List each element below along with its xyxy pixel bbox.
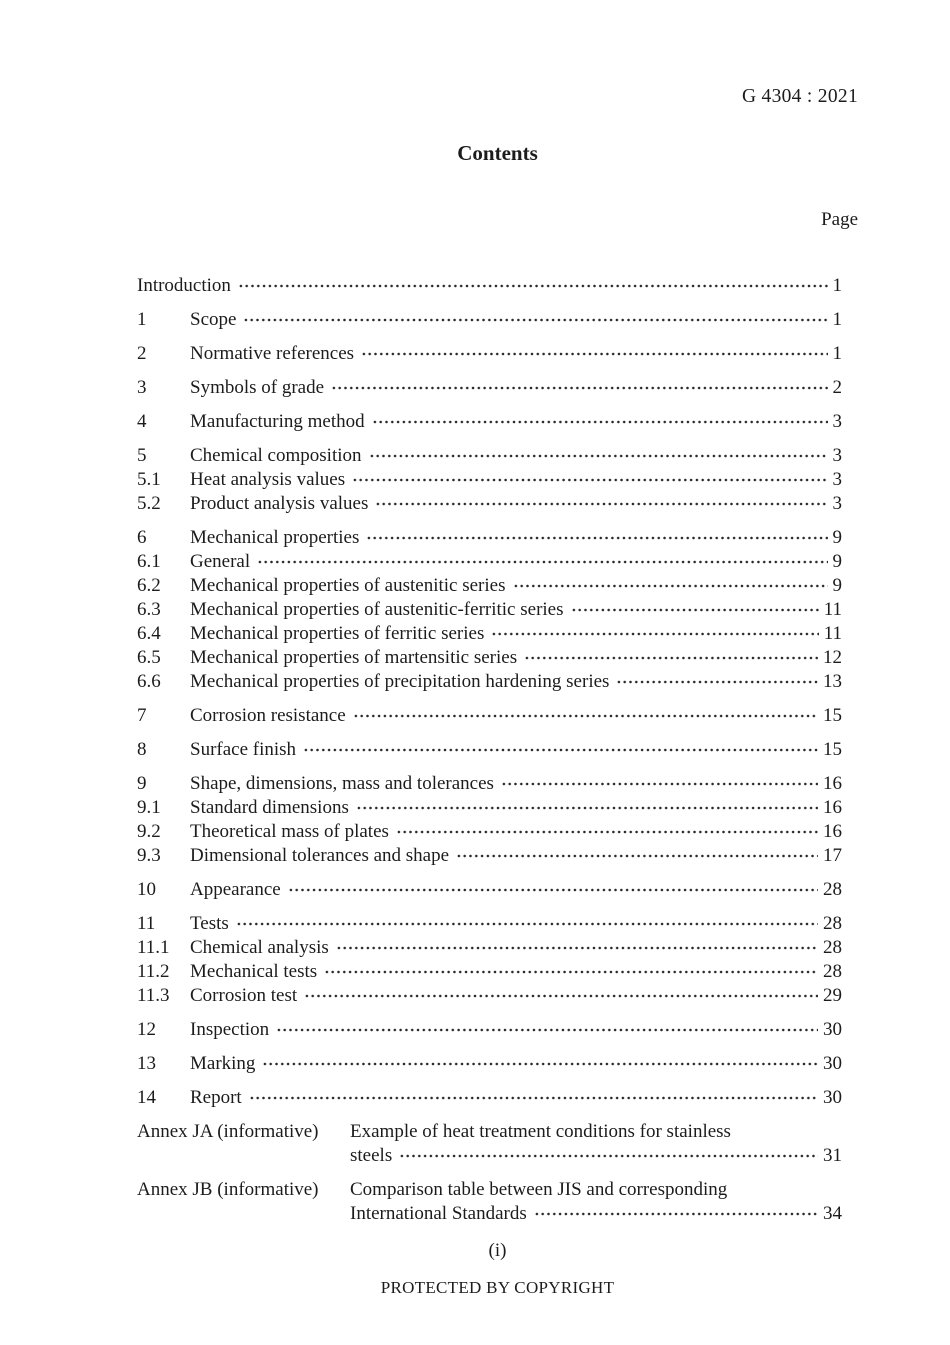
toc-entry-title: Tests (190, 913, 229, 934)
dotted-leader (303, 748, 818, 752)
dotted-leader (366, 536, 827, 540)
toc-entry-page: 16 (823, 821, 842, 842)
toc-entry-page: 16 (823, 797, 842, 818)
annex-label: Annex JA (informative) (137, 1121, 319, 1142)
dotted-leader (331, 386, 827, 390)
toc-entry-title: Shape, dimensions, mass and tolerances (190, 773, 494, 794)
toc-entry-page: 9 (832, 527, 842, 548)
toc-entry-title: Manufacturing method (190, 411, 365, 432)
toc-entry (137, 936, 858, 960)
toc-entry-page: 30 (823, 1019, 842, 1040)
annex-title-line1: Comparison table between JIS and corresponding (350, 1179, 728, 1200)
toc-entry-title: Scope (190, 309, 237, 330)
dotted-leader (616, 680, 818, 684)
annex-description (350, 1120, 842, 1168)
toc-entry-page: 30 (823, 1087, 842, 1108)
toc-entry-page: 31 (823, 1145, 842, 1166)
toc-entry-page: 1 (832, 275, 842, 296)
dotted-leader (238, 284, 828, 288)
toc-entry-title: Chemical analysis (190, 937, 329, 958)
toc-entry (137, 598, 858, 622)
toc-entry (137, 574, 858, 598)
toc-entry-page: 28 (823, 879, 842, 900)
toc-entry-title: Corrosion resistance (190, 705, 346, 726)
toc-entry-page: 3 (832, 469, 842, 490)
toc-entry (137, 526, 858, 550)
toc-entry-title: Symbols of grade (190, 377, 325, 398)
dotted-leader (243, 318, 827, 322)
dotted-leader (236, 922, 818, 926)
toc-entry-number: 13 (137, 1053, 156, 1074)
table-of-contents (137, 264, 858, 1226)
dotted-leader (356, 806, 818, 810)
toc-entry-number: 6.5 (137, 647, 161, 668)
toc-entry-page: 16 (823, 773, 842, 794)
dotted-leader (524, 656, 818, 660)
page-content (137, 0, 858, 1300)
dotted-leader (304, 994, 818, 998)
dotted-leader (361, 352, 827, 356)
toc-entry-page: 9 (832, 551, 842, 572)
annex-label: Annex JB (informative) (137, 1179, 319, 1200)
toc-entry (137, 844, 858, 868)
toc-entry-number: 9.3 (137, 845, 161, 866)
toc-entry (137, 622, 858, 646)
annex-description (350, 1178, 842, 1226)
toc-entry-number: 6.2 (137, 575, 161, 596)
toc-entry-number: 6 (137, 527, 147, 548)
toc-entry (137, 492, 858, 516)
toc-entry-title: Theoretical mass of plates (190, 821, 389, 842)
toc-entry (137, 308, 858, 332)
toc-entry-page: 3 (832, 445, 842, 466)
dotted-leader (276, 1028, 818, 1032)
toc-entry-title: Standard dimensions (190, 797, 349, 818)
annex-title-continuation: steels (350, 1145, 393, 1166)
toc-entry-page: 12 (823, 647, 842, 668)
dotted-leader (534, 1212, 818, 1216)
contents-title: Contents (457, 141, 538, 165)
toc-entry-page: 1 (832, 343, 842, 364)
toc-entry-number: 10 (137, 879, 156, 900)
toc-entry-page: 28 (823, 961, 842, 982)
page-number-folio: (i) (488, 1240, 507, 1261)
dotted-leader (262, 1062, 818, 1066)
dotted-leader (336, 946, 818, 950)
toc-entry-title: Normative references (190, 343, 355, 364)
toc-entry (137, 820, 858, 844)
toc-entry (137, 646, 858, 670)
toc-entry (137, 878, 858, 902)
toc-entry-number: 1 (137, 309, 147, 330)
toc-entry-page: 2 (832, 377, 842, 398)
toc-entry-page: 9 (832, 575, 842, 596)
toc-entry (137, 704, 858, 728)
dotted-leader (399, 1154, 818, 1158)
toc-entry (137, 960, 858, 984)
toc-entry-page: 3 (832, 411, 842, 432)
toc-entry-title: Mechanical properties of martensitic series (190, 647, 518, 668)
toc-entry-title: Mechanical properties (190, 527, 360, 548)
toc-entry (137, 550, 858, 574)
toc-entry (137, 1086, 858, 1110)
toc-entry (137, 1052, 858, 1076)
dotted-leader (288, 888, 818, 892)
toc-entry (137, 342, 858, 366)
toc-entry-title: Mechanical properties of austenitic-ferritic series (190, 599, 564, 620)
toc-entry-number: 14 (137, 1087, 156, 1108)
doc-number: G 4304 : 2021 (741, 86, 858, 107)
toc-entry (137, 1018, 858, 1042)
dotted-leader (375, 502, 827, 506)
annex-title-continuation: International Standards (350, 1203, 527, 1224)
toc-entry-page: 28 (823, 913, 842, 934)
toc-entry-number: 11.2 (137, 961, 170, 982)
toc-entry-number: 8 (137, 739, 147, 760)
toc-entry-title: Heat analysis values (190, 469, 346, 490)
toc-entry-title: Mechanical tests (190, 961, 318, 982)
toc-entry-number: 6.6 (137, 671, 161, 692)
toc-entry-number: 9.1 (137, 797, 161, 818)
toc-entry-page: 15 (823, 739, 842, 760)
toc-entry-number: 3 (137, 377, 147, 398)
toc-entry-page: 29 (823, 985, 842, 1006)
toc-entry (137, 444, 858, 468)
toc-entry-number: 2 (137, 343, 147, 364)
toc-entry-number: 6.3 (137, 599, 161, 620)
annex-title-line2 (350, 1144, 842, 1168)
toc-entry-page: 15 (823, 705, 842, 726)
toc-entry-page: 28 (823, 937, 842, 958)
dotted-leader (396, 830, 818, 834)
dotted-leader (353, 714, 818, 718)
copyright-notice: PROTECTED BY COPYRIGHT (380, 1278, 615, 1297)
toc-entry-title: General (190, 551, 251, 572)
dotted-leader (456, 854, 818, 858)
toc-entry-number: 11 (137, 913, 156, 934)
toc-entry (137, 410, 858, 434)
toc-entry-title: Chemical composition (190, 445, 362, 466)
dotted-leader (352, 478, 827, 482)
toc-entry-title: Surface finish (190, 739, 297, 760)
toc-entry-page: 3 (832, 493, 842, 514)
toc-entry-title: Mechanical properties of ferritic series (190, 623, 485, 644)
dotted-leader (249, 1096, 818, 1100)
toc-entry-number: 4 (137, 411, 147, 432)
toc-entry-title: Product analysis values (190, 493, 369, 514)
toc-entry-number: 11.1 (137, 937, 170, 958)
toc-entry-number: 9.2 (137, 821, 161, 842)
toc-entry-page: 11 (823, 599, 842, 620)
dotted-leader (491, 632, 818, 636)
toc-entry-page: 11 (823, 623, 842, 644)
dotted-leader (571, 608, 819, 612)
toc-entry-title: Dimensional tolerances and shape (190, 845, 450, 866)
dotted-leader (372, 420, 828, 424)
dotted-leader (324, 970, 818, 974)
toc-entry-title: Inspection (190, 1019, 270, 1040)
toc-entry-title: Mechanical properties of austenitic series (190, 575, 506, 596)
toc-entry-title: Marking (190, 1053, 256, 1074)
dotted-leader (369, 454, 828, 458)
toc-entry (137, 670, 858, 694)
toc-entry (137, 738, 858, 762)
toc-entry (137, 772, 858, 796)
toc-entry-title: Appearance (190, 879, 281, 900)
toc-entry-page: 17 (823, 845, 842, 866)
toc-entry-page: 13 (823, 671, 842, 692)
toc-entry (137, 376, 858, 400)
toc-entry (137, 468, 858, 492)
toc-entry-number: 12 (137, 1019, 156, 1040)
dotted-leader (501, 782, 818, 786)
toc-annex-entry (137, 1178, 858, 1226)
dotted-leader (513, 584, 828, 588)
toc-entry (137, 274, 858, 298)
page-column-header: Page (821, 209, 858, 230)
toc-entry-page: 1 (832, 309, 842, 330)
toc-entry-number: 5.1 (137, 469, 161, 490)
dotted-leader (257, 560, 827, 564)
toc-entry-page: 30 (823, 1053, 842, 1074)
toc-entry (137, 984, 858, 1008)
toc-entry-number: 7 (137, 705, 147, 726)
toc-entry-title: Introduction (137, 275, 231, 296)
toc-entry-title: Mechanical properties of precipitation hardening series (190, 671, 610, 692)
toc-entry-page: 34 (823, 1203, 842, 1224)
toc-entry-number: 5.2 (137, 493, 161, 514)
annex-title-line2 (350, 1202, 842, 1226)
toc-entry-title: Corrosion test (190, 985, 298, 1006)
toc-entry (137, 912, 858, 936)
toc-entry-number: 9 (137, 773, 147, 794)
toc-entry-number: 6.4 (137, 623, 161, 644)
toc-entry-number: 11.3 (137, 985, 170, 1006)
toc-entry-title: Report (190, 1087, 242, 1108)
toc-entry-number: 5 (137, 445, 147, 466)
toc-entry (137, 796, 858, 820)
toc-annex-entry (137, 1120, 858, 1168)
toc-entry-number: 6.1 (137, 551, 161, 572)
annex-title-line1: Example of heat treatment conditions for stainless (350, 1121, 731, 1142)
